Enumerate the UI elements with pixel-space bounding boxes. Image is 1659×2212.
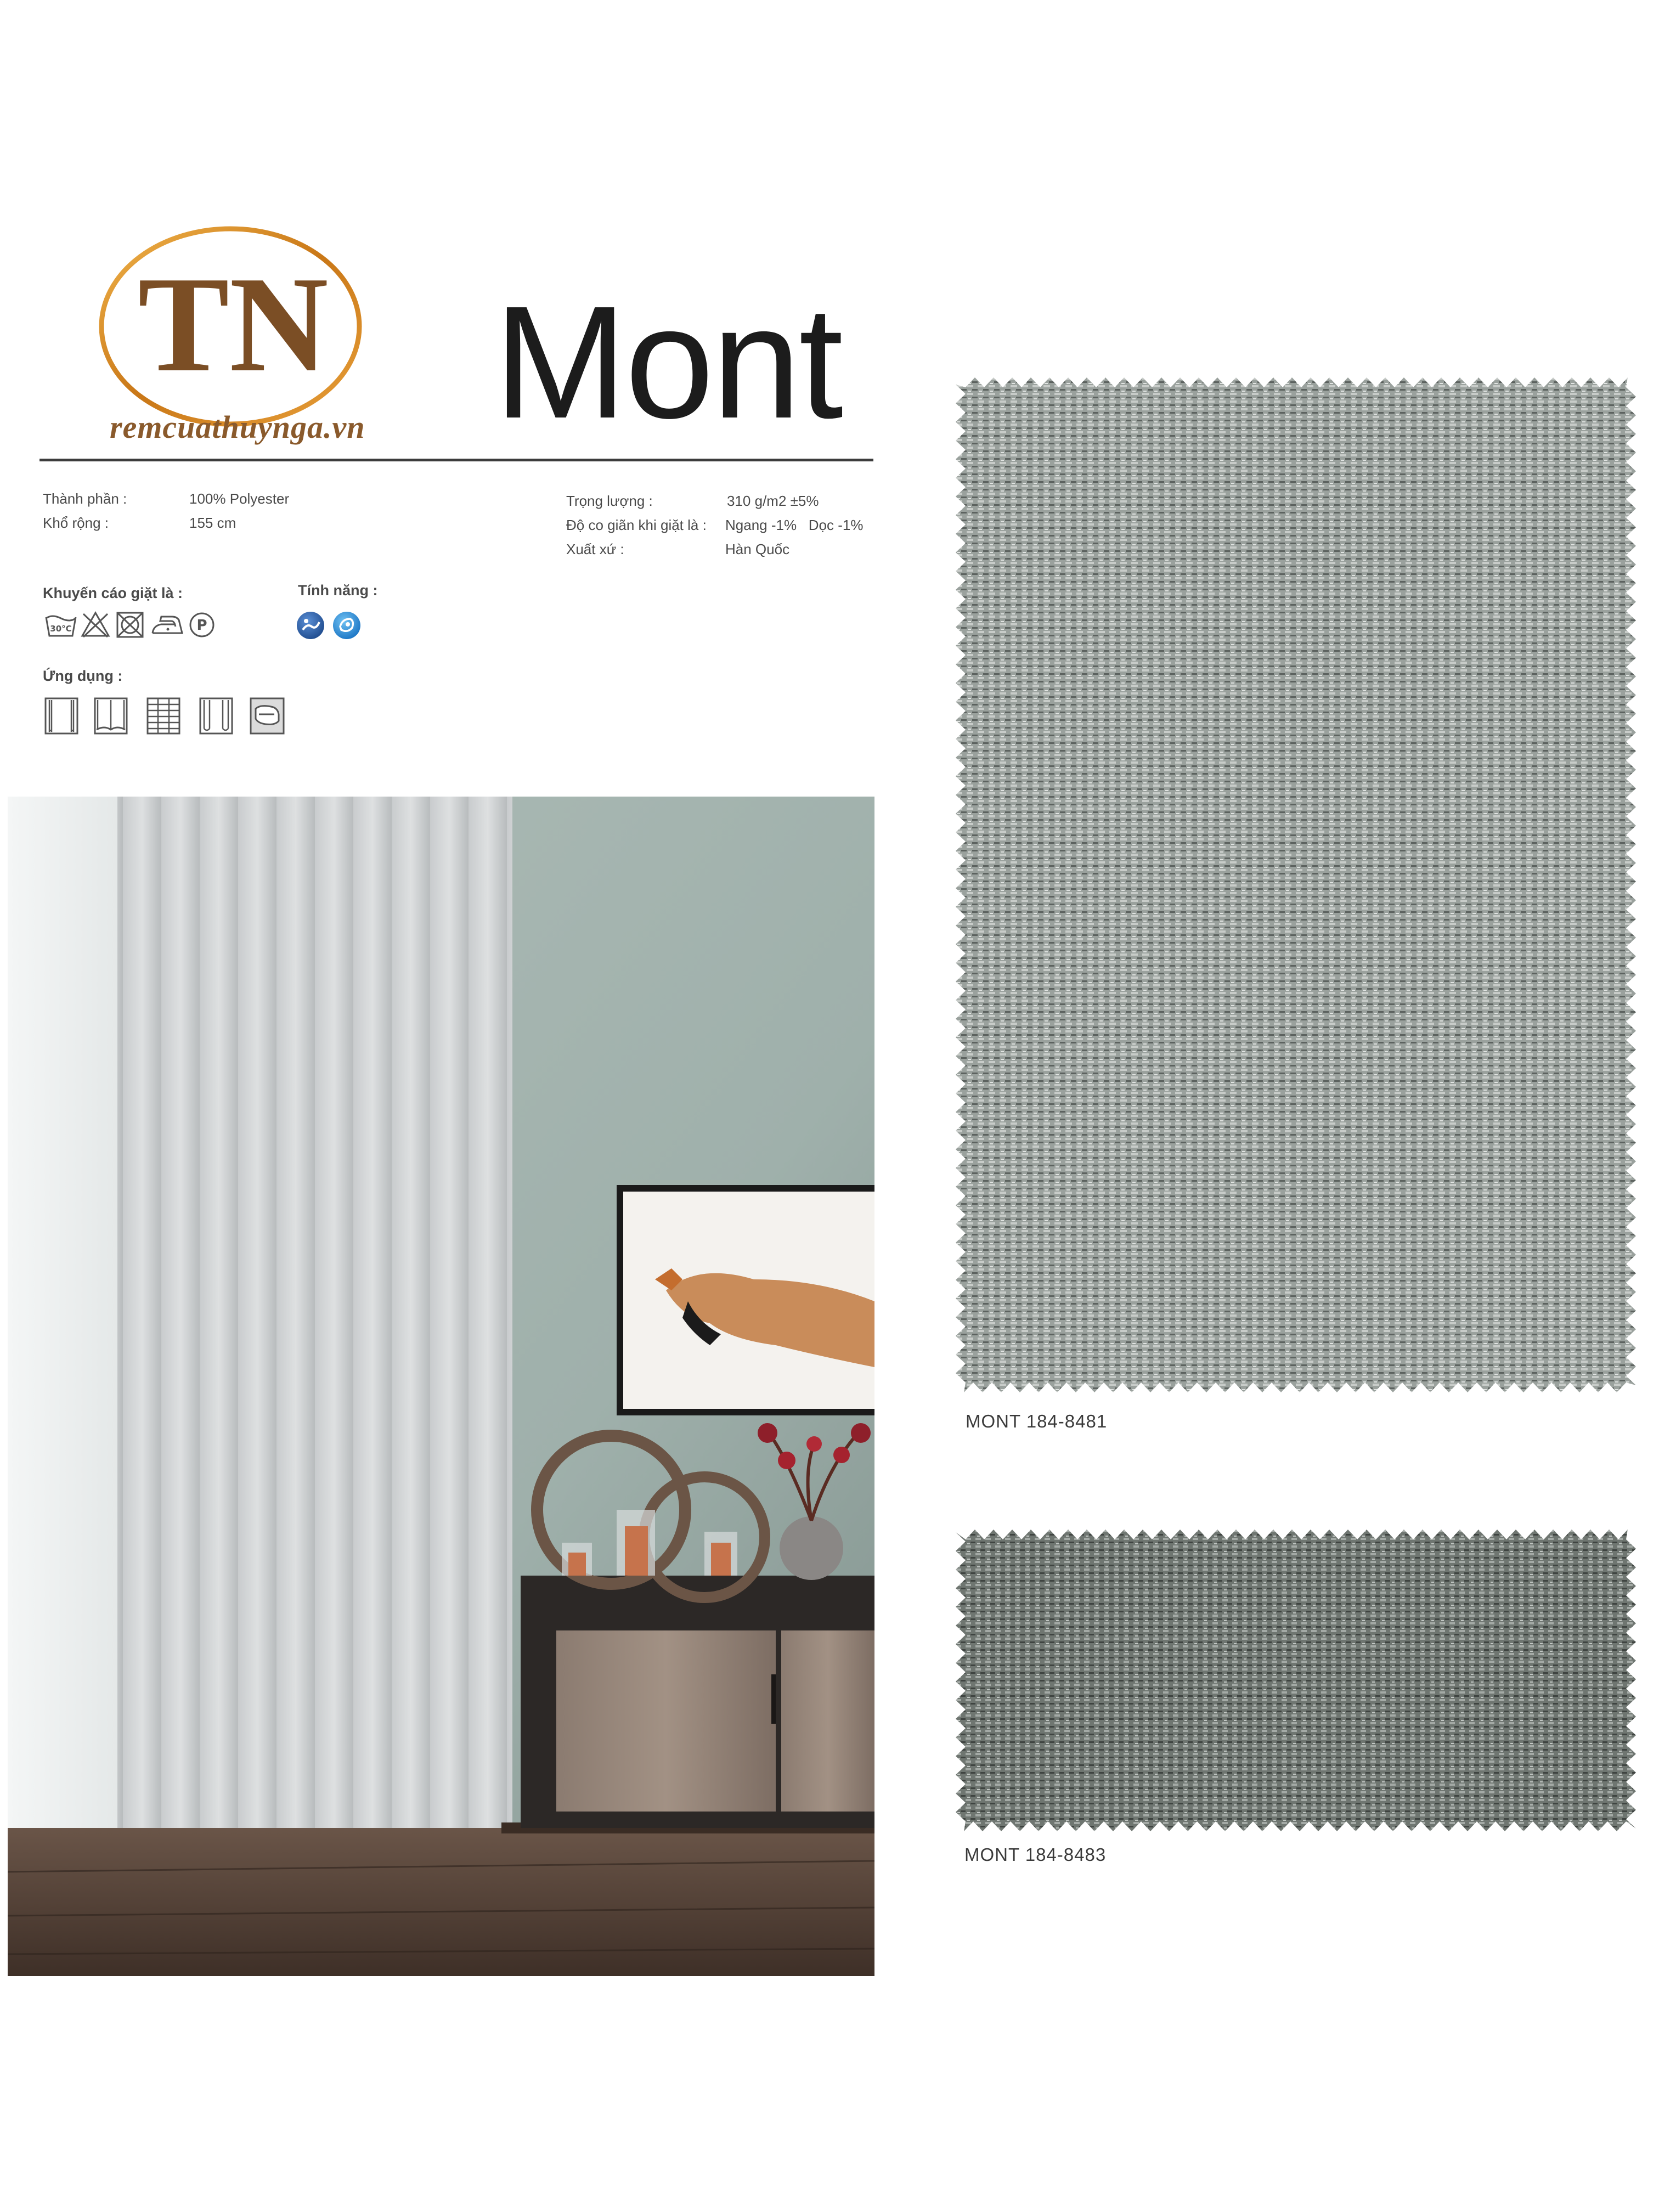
swatch-1-code: MONT 184-8481 bbox=[966, 1411, 1108, 1431]
width-value: 155 cm bbox=[189, 515, 236, 531]
brand-website: remcuathuynga.vn bbox=[110, 409, 365, 445]
composition-value: 100% Polyester bbox=[189, 490, 290, 507]
origin-label: Xuất xứ : bbox=[566, 541, 624, 557]
origin-value: Hàn Quốc bbox=[725, 541, 790, 557]
dry-clean-text: P bbox=[196, 617, 207, 634]
panel-curtain-icon bbox=[199, 697, 234, 735]
swatch-2-fabric bbox=[956, 1530, 1636, 1831]
header-divider bbox=[40, 459, 873, 461]
pleated-curtain-icon bbox=[44, 697, 79, 735]
shrinkage-label: Độ co giãn khi giặt là : bbox=[566, 517, 707, 533]
roman-blind-icon bbox=[93, 697, 128, 735]
weight-value: 310 g/m2 ±5% bbox=[727, 493, 819, 509]
swatch-2-code: MONT 184-8483 bbox=[964, 1844, 1107, 1865]
sofa-upholstery-icon bbox=[249, 697, 285, 735]
iron-low-icon bbox=[149, 613, 185, 637]
room-photo bbox=[8, 797, 874, 1976]
wash-30-icon bbox=[44, 612, 78, 639]
application-section-label: Ứng dụng : bbox=[43, 668, 123, 684]
dry-clean-p-icon bbox=[188, 611, 216, 639]
features-section-label: Tính năng : bbox=[298, 582, 378, 599]
care-section-label: Khuyến cáo giặt là : bbox=[43, 585, 183, 601]
logo-initials: TN bbox=[138, 249, 329, 400]
wash-temp-text: 30°C bbox=[50, 624, 72, 634]
grid-blind-icon bbox=[146, 697, 181, 735]
no-tumble-dry-icon bbox=[115, 611, 145, 639]
weight-label: Trọng lượng : bbox=[566, 493, 653, 509]
product-title: Mont bbox=[494, 273, 842, 452]
swatch-2 bbox=[956, 1530, 1636, 1831]
swatch-1 bbox=[956, 377, 1636, 1392]
shrinkage-value: Ngang -1% Dọc -1% bbox=[725, 517, 864, 533]
eco-friendly-icon bbox=[331, 610, 362, 641]
water-resistant-icon bbox=[295, 610, 326, 641]
composition-label: Thành phần : bbox=[43, 490, 127, 507]
no-bleach-icon bbox=[80, 611, 111, 639]
swatch-1-fabric bbox=[956, 377, 1636, 1392]
width-label: Khổ rộng : bbox=[43, 515, 109, 531]
